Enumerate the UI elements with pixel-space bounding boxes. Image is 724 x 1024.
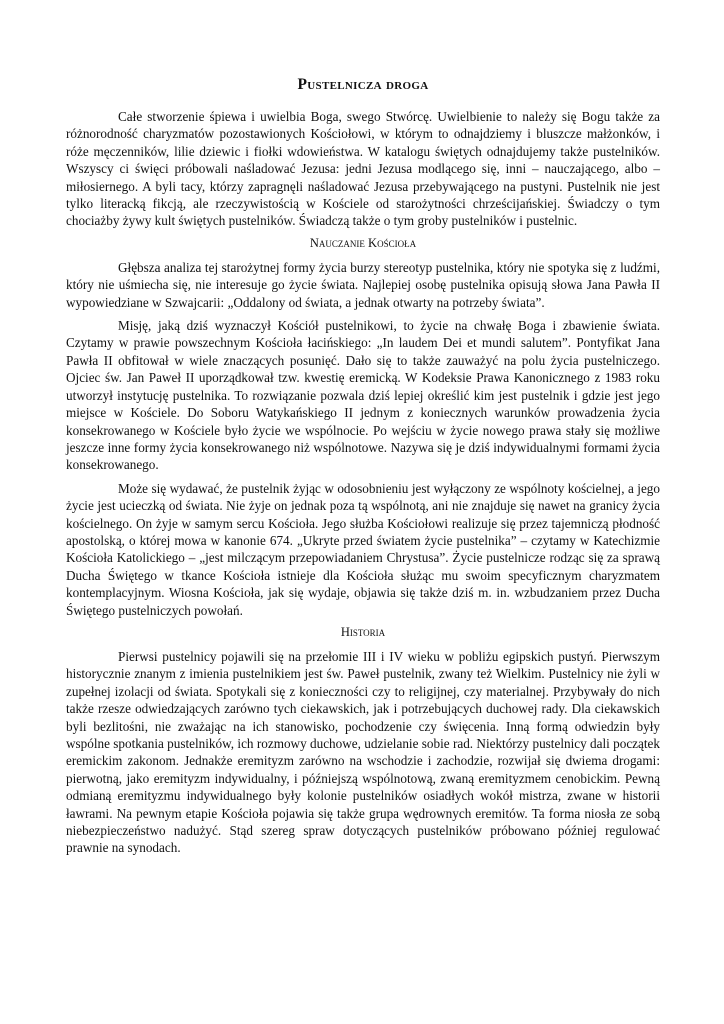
paragraph: Całe stworzenie śpiewa i uwielbia Boga, swego Stwórcę. Uwielbienie to należy się Bogu także za różnorodność charyzmatów pozostawionych Kościołowi, w którym to odnajdziemy i bluszcze małżonków, i róże męczenników, lilie dziewic i fiołki wdowieństwa. W katalogu świętych odnajdujemy także pustelników. Wszyscy ci święci próbowali naśladować Jezusa: jedni Jezusa modlącego się, inni – nauczającego, albo – miłosiernego. A byli tacy, którzy zapragnęli naśladować Jezusa przebywającego na pustyni. Pustelnik nie jest tylko literacką fikcją, ale rzeczywistością w Kościele od starożytności chrześcijańskiej. Świadczy o tym chociażby żywy kult świętych pustelników. Świadczą także o tym groby pustelników i pustelnic. (66, 109, 660, 229)
paragraph: Misję, jaką dziś wyznaczył Kościół pustelnikowi, to życie na chwałę Boga i zbawienie świata. Czytamy w prawie powszechnym Kościoła łacińskiego: „In laudem Dei et mundi salutem”. Pontyfikat Jana Pawła II obfitował w wiele znaczących posunięć. Dało się to także zauważyć na polu życia pustelniczego. Ojciec św. Jan Paweł II uporządkował tzw. kwestię eremicką. W Kodeksie Prawa Kanonicznego z 1983 roku utworzył instytucję pustelnika. To rozwiązanie pozwala dziś lepiej określić kim jest pustelnik i gdzie jest jego miejsce w Kościele. Do Soboru Watykańskiego II jednym z koniecznych warunków prowadzenia życia konsekrowanego w Kościele było życie we wspólnocie. Po wejściu w życie nowego prawa stały się możliwe jeszcze inne formy życia konsekrowanego niż wspólnotowe. Nazywa się je dziś indywidualnymi formami życia konsekrowanego. (66, 318, 660, 473)
paragraph: Pierwsi pustelnicy pojawili się na przełomie III i IV wieku w pobliżu egipskich pustyń. Pierwszym historycznie znanym z imienia pustelnikiem jest św. Paweł pustelnik, zwany też Wielkim. Pustelnicy nie żyli w zupełnej izolacji od świata. Spotykali się z konieczności czy to religijnej, czy materialnej. Przybywały do nich także rzesze odwiedzających zarówno tych ciekawskich, jak i potrzebujących duchowej rady. Dla ciekawskich byli bezlitośni, nie zważając na ich stanowisko, pochodzenie czy święcenia. Inną formą odwiedzin były wspólne spotkania pustelników, ich rozmowy duchowe, udzielanie sobie rad. Niektórzy pustelnicy dali początek eremickim zakonom. Jednakże eremityzm zarówno na wschodzie i zachodzie, rozwijał się dwiema drogami: pierwotną, jako eremityzm indywidualny, i późniejszą wspólnotową, zwaną eremityzmem cenobickim. Pewną odmianą eremityzmu indywidualnego były kolonie pustelników osiadłych wokół mistrza, zwane w historii ławrami. Na pewnym etapie Kościoła pojawia się także grupa wędrownych eremitów. Ta forma niosła ze sobą niebezpieczeństwo nadużyć. Stąd szereg spraw dotyczących pustelników próbowano później regulować prawnie na synodach. (66, 648, 660, 856)
section-nauczanie (66, 236, 660, 619)
section-historia (66, 625, 660, 857)
paragraph: Głębsza analiza tej starożytnej formy życia burzy stereotyp pustelnika, który nie spotyka się z ludźmi, który nie uśmiecha się, nie interesuje go życie świata. Najlepiej osobę pustelnika opisują słowa Jana Pawła II wypowiedziane w Szwajcarii: „Oddalony od świata, a jednak otwarty na potrzeby świata”. (66, 259, 660, 310)
paragraph: Może się wydawać, że pustelnik żyjąc w odosobnieniu jest wyłączony ze wspólnoty kościelnej, a jego życie jest ucieczką od świata. Nie żyje on jednak poza tą wspólnotą, ani nie znajduje się nawet na granicy życia kościelnego. On żyje w samym sercu Kościoła. Jego służba Kościołowi realizuje się przez tajemniczą płodność apostolską, o której mowa w kanonie 674. „Ukryte przed światem życie pustelnika” – czytamy w Katechizmie Kościoła Katolickiego – „jest milczącym przepowiadaniem Chrystusa”. Życie pustelnicze rodząc się za sprawą Ducha Świętego w tkance Kościoła istnieje dla Kościoła służąc mu swoim specyficznym charyzmatem kontemplacyjnym. Wiosna Kościoła, jak się wydaje, objawia się także dziś m. in. wzbudzaniem przez Ducha Świętego pustelniczych powołań. (66, 480, 660, 618)
section-heading: Historia (340, 624, 386, 639)
page-title: Pustelnicza droga (297, 76, 429, 93)
section-intro (66, 108, 660, 230)
section-heading: Nauczanie Kościoła (309, 235, 417, 250)
